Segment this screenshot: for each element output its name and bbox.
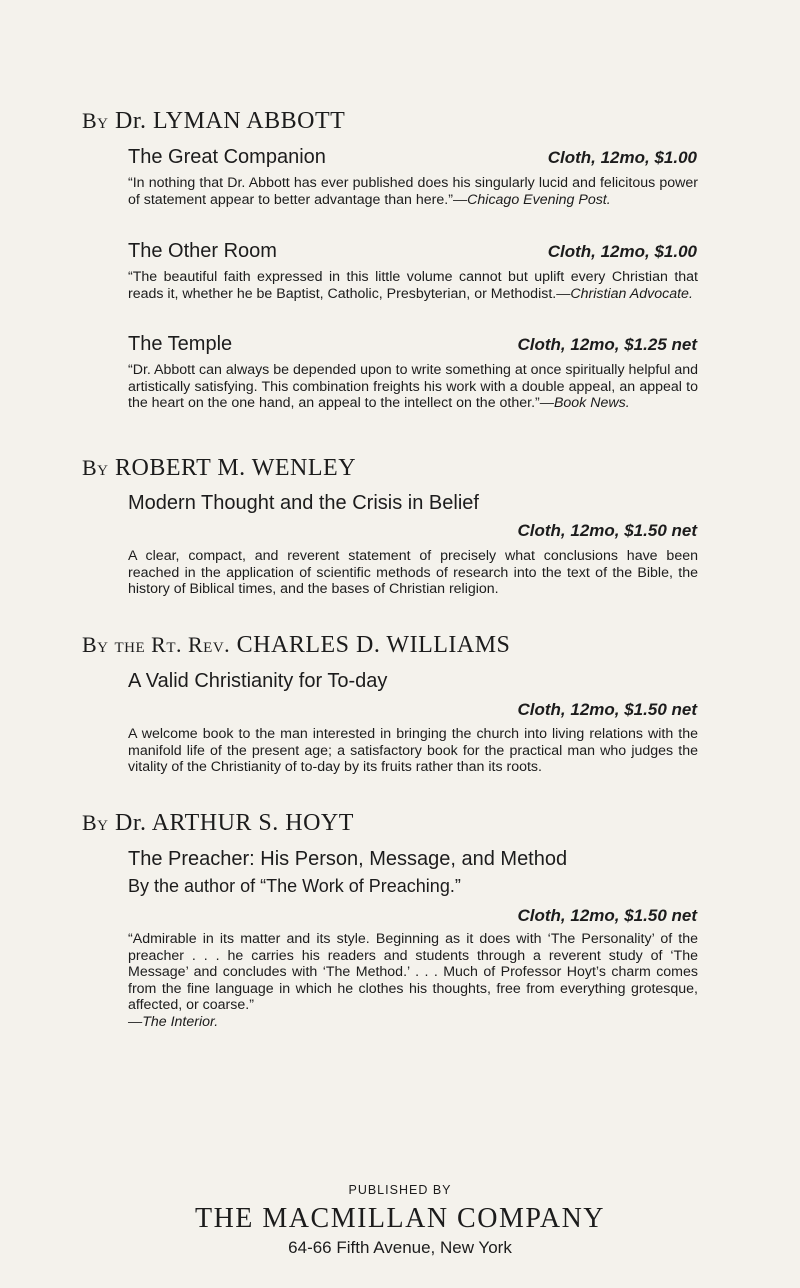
book-price: Cloth, 12mo, $1.50 net [517, 906, 697, 925]
blurb-quote: “The beautiful faith expressed in this little volume cannot but uplift every Christian that reads it, whether he be Baptist, Catholic, Presbyterian, or Methodist. [128, 269, 698, 302]
book-price: Cloth, 12mo, $1.50 net [517, 700, 697, 719]
book-price: Cloth, 12mo, $1.00 [547, 242, 697, 261]
author-name: Dr. ARTHUR S. HOYT [115, 810, 354, 836]
blurb-quote: “Dr. Abbott can always be depended upon to write something at once spiritually helpful and artistically satisfying. This combination freights his work with a double appeal, an appeal to the heart on the one hand, an appeal to the intellect on the other.” [128, 362, 698, 412]
blurb-source: —The Interior. [128, 1013, 219, 1030]
author-heading-abbott [82, 108, 345, 135]
blurb-source: —Christian Advocate. [556, 285, 693, 302]
book-price: Cloth, 12mo, $1.25 net [517, 335, 697, 354]
blurb-quote: A welcome book to the man interested in bringing the church into living relations with the manifold life of the present age; a satisfactory book for the practical man who judges the vitality of the Christianity of to-day by its fruits rather than its roots. [128, 726, 698, 776]
book-blurb [128, 175, 698, 208]
book-blurb [128, 726, 698, 776]
book-blurb [128, 269, 698, 302]
by-label: By [82, 108, 109, 133]
author-heading-wenley [82, 455, 356, 482]
publisher-name: THE MACMILLAN COMPANY [194, 1203, 606, 1234]
author-heading-hoyt [82, 810, 354, 837]
book-blurb [128, 931, 698, 1031]
book-subtitle: By the author of “The Work of Preaching.” [128, 876, 461, 896]
book-title: The Temple [128, 333, 233, 355]
blurb-source: —Book News. [539, 395, 630, 412]
author-name: Dr. LYMAN ABBOTT [115, 108, 346, 134]
published-by-label: PUBLISHED BY [348, 1183, 452, 1197]
book-title: Modern Thought and the Crisis in Belief [128, 492, 479, 514]
book-title: The Other Room [128, 240, 277, 262]
blurb-quote: “Admirable in its matter and its style. Beginning as it does with ‘The Personality’ of the preacher . . . he carries his readers and students through a reverent study of ‘The Message’ and concludes with ‘The Method.’ . . . Much of Professor Hoyt’s charm comes from the fine language in which he clothes his thoughts, free from everything grotesque, affected, or coarse.” [128, 931, 698, 1014]
book-price: Cloth, 12mo, $1.00 [547, 148, 697, 167]
book-title: A Valid Christianity for To-day [128, 670, 388, 692]
by-label: By [82, 455, 109, 480]
author-name: ROBERT M. WENLEY [115, 455, 357, 481]
blurb-source: —Chicago Evening Post. [452, 191, 611, 208]
book-blurb [128, 362, 698, 412]
author-heading-williams [82, 632, 510, 659]
book-title: The Preacher: His Person, Message, and Method [128, 848, 568, 870]
by-label: By [82, 810, 109, 835]
publisher-address: 64-66 Fifth Avenue, New York [288, 1238, 512, 1257]
book-price: Cloth, 12mo, $1.50 net [517, 521, 697, 540]
book-title: The Great Companion [128, 146, 326, 168]
by-label: By the Rt. Rev. [82, 632, 231, 657]
blurb-quote: A clear, compact, and reverent statement of precisely what conclusions have been reached in the application of scientific methods of research into the text of the Bible, the history of Biblical times, and the bases of Christian religion. [128, 548, 698, 598]
book-blurb [128, 548, 698, 598]
blurb-quote: “In nothing that Dr. Abbott has ever published does his singularly lucid and felicitous power of statement appear to better advantage than here.” [128, 175, 698, 208]
author-name: CHARLES D. WILLIAMS [236, 632, 511, 658]
